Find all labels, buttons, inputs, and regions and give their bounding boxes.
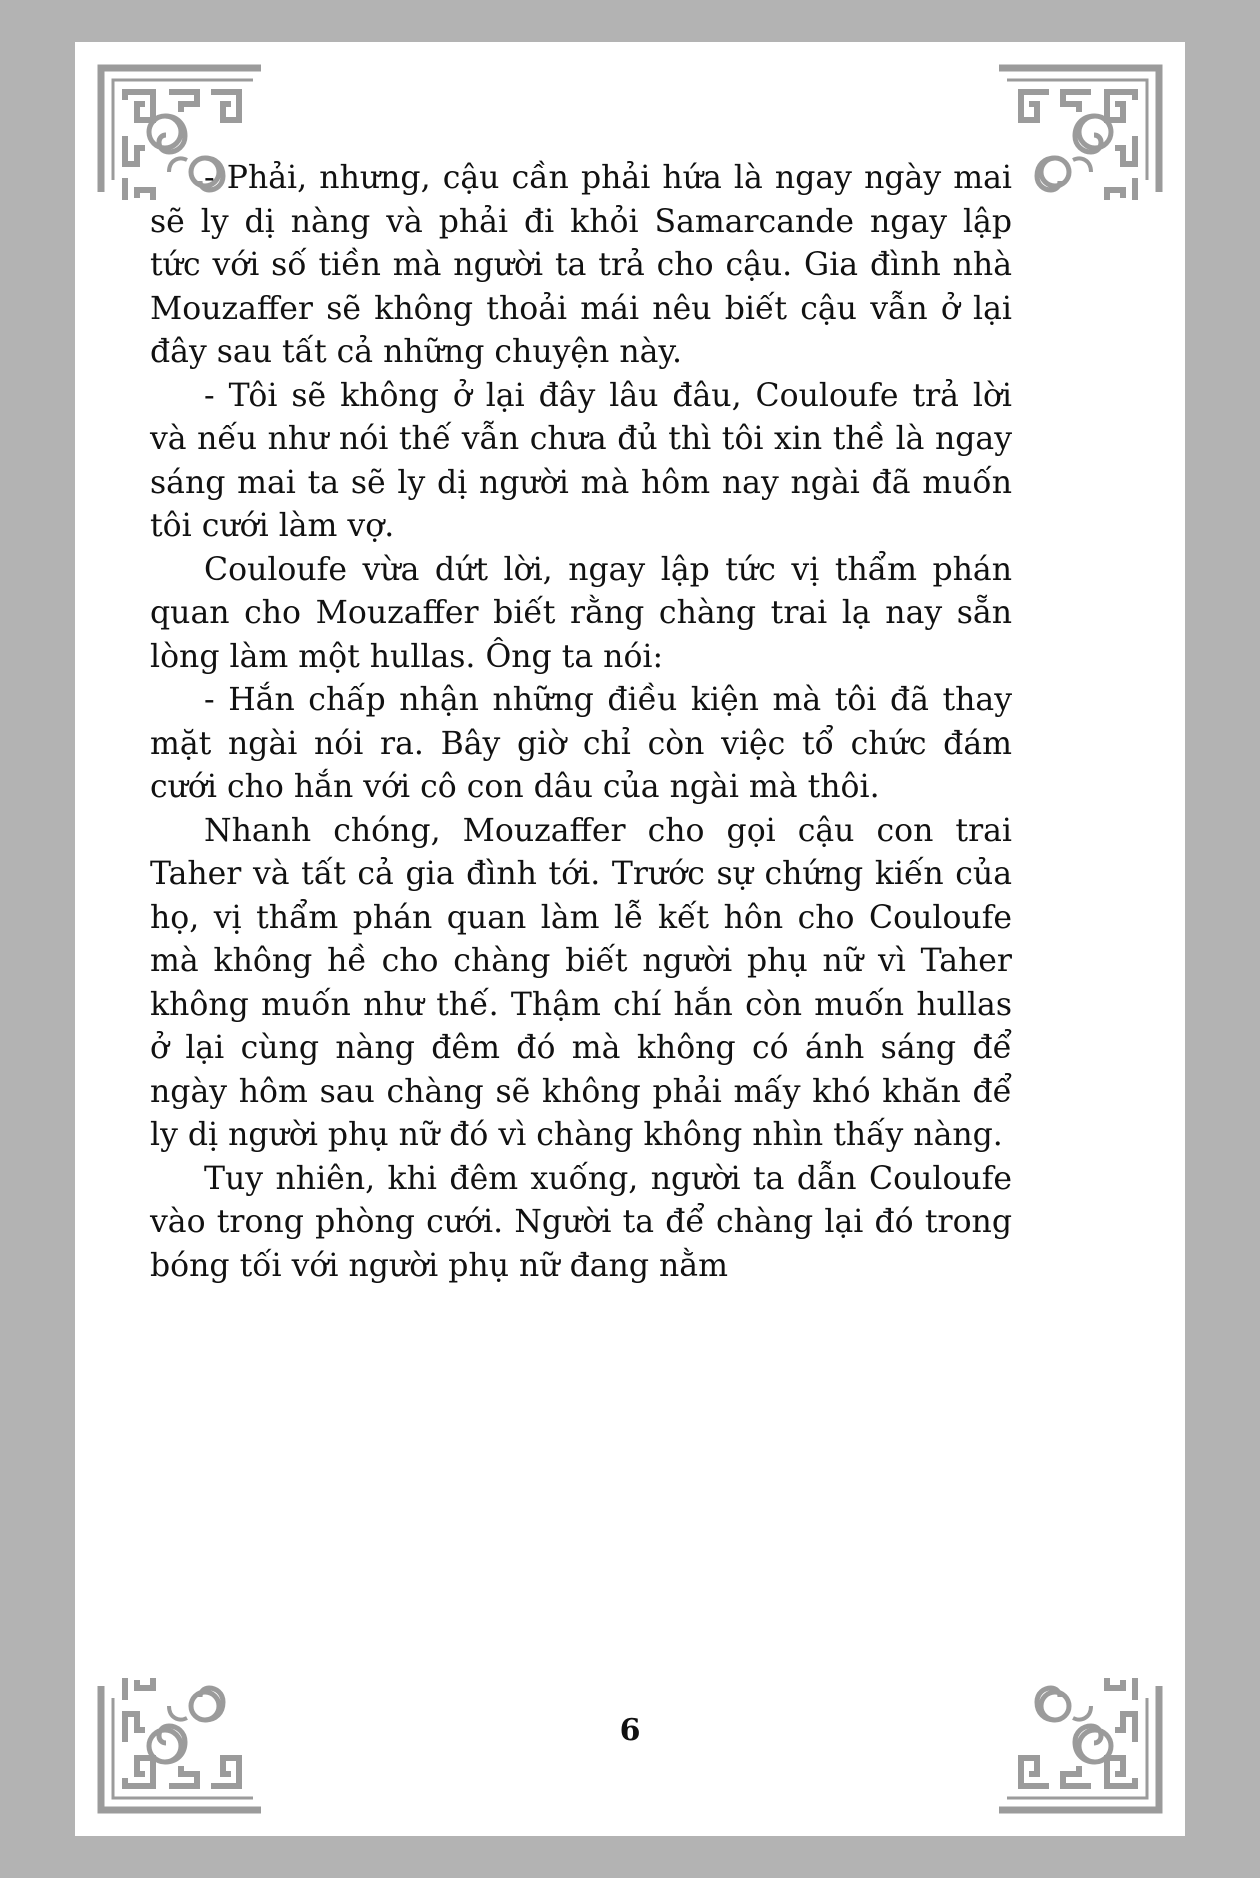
corner-ornament-icon: [992, 1678, 1167, 1818]
paragraph: - Hắn chấp nhận những điều kiện mà tôi đã thay mặt ngài nói ra. Bây giờ chỉ còn việc tổ chức đám cưới cho hắn với cô con dâu của ngài mà thôi.: [150, 682, 1012, 805]
paragraph: - Phải, nhưng, cậu cần phải hứa là ngay ngày mai sẽ ly dị nàng và phải đi khỏi Samarcande ngay lập tức với số tiền mà người ta trả cho cậu. Gia đình nhà Mouzaffer sẽ không thoải mái nêu biết cậu vẫn ở lại đây sau tất cả những chuyện này.: [150, 160, 1012, 370]
book-page: [75, 42, 1185, 1836]
paragraph: - Tôi sẽ không ở lại đây lâu đâu, Couloufe trả lời và nếu như nói thế vẫn chưa đủ thì tôi xin thề là ngay sáng mai ta sẽ ly dị người mà hôm nay ngài đã muốn tôi cưới làm vợ.: [150, 377, 1012, 544]
corner-ornament-icon: [93, 1678, 268, 1818]
paragraph: Nhanh chóng, Mouzaffer cho gọi cậu con trai Taher và tất cả gia đình tới. Trước sự chứng kiến của họ, vị thẩm phán quan làm lễ kết hôn cho Couloufe mà không hề cho chàng biết người phụ nữ vì Taher không muốn như thế. Thậm chí hắn còn muốn hullas ở lại cùng nàng đêm đó mà không có ánh sáng để ngày hôm sau chàng sẽ không phải mấy khó khăn để ly dị người phụ nữ đó vì chàng không nhìn thấy nàng.: [150, 812, 1012, 1153]
paragraph: Tuy nhiên, khi đêm xuống, người ta dẫn Couloufe vào trong phòng cưới. Người ta để chàng lại đó trong bóng tối với người phụ nữ đang nằm: [150, 1160, 1012, 1284]
page-body-text: [150, 157, 1012, 1288]
page-number: 6: [619, 1713, 641, 1748]
paragraph: Couloufe vừa dứt lời, ngay lập tức vị thẩm phán quan cho Mouzaffer biết rằng chàng trai lạ nay sẵn lòng làm một hullas. Ông ta nói:: [150, 551, 1012, 675]
corner-ornament-icon: [992, 60, 1167, 200]
